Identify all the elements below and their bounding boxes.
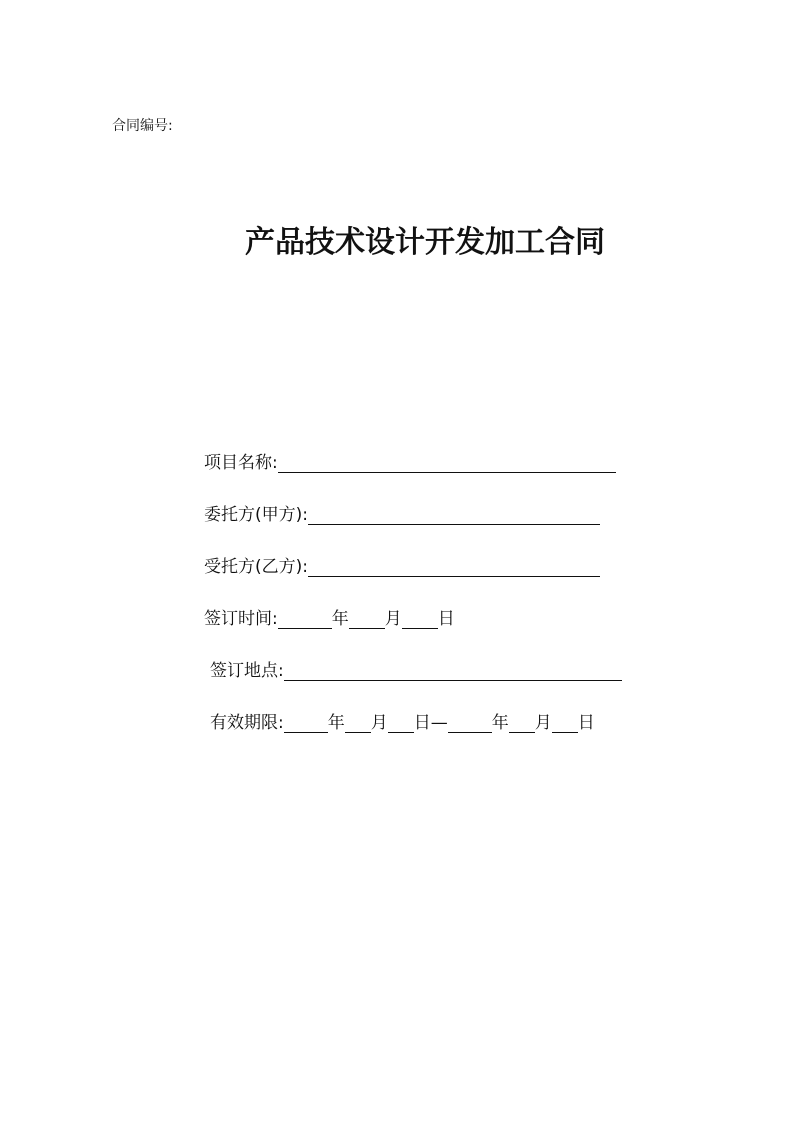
end-month-field[interactable] bbox=[509, 711, 535, 733]
start-month-field[interactable] bbox=[345, 711, 371, 733]
end-month-unit: 月 bbox=[534, 713, 552, 733]
sign-place-label: 签订地点: bbox=[210, 661, 284, 681]
sign-place-row bbox=[210, 659, 622, 683]
start-day-field[interactable] bbox=[388, 711, 414, 733]
sign-month-field[interactable] bbox=[349, 607, 385, 629]
sign-year-unit: 年 bbox=[331, 609, 349, 629]
sign-year-field[interactable] bbox=[278, 607, 332, 629]
party-b-row bbox=[204, 555, 600, 579]
validity-row bbox=[210, 711, 595, 735]
page-title: 产品技术设计开发加工合同 bbox=[245, 225, 605, 260]
sign-day-unit: 日 bbox=[437, 609, 455, 629]
sign-day-field[interactable] bbox=[402, 607, 438, 629]
party-b-label: 受托方(乙方): bbox=[204, 557, 308, 577]
validity-label: 有效期限: bbox=[210, 713, 284, 733]
party-a-field[interactable] bbox=[308, 503, 600, 525]
contract-number-label: 合同编号: bbox=[112, 118, 173, 134]
sign-date-row bbox=[204, 607, 455, 631]
end-year-unit: 年 bbox=[491, 713, 509, 733]
start-year-field[interactable] bbox=[284, 711, 328, 733]
end-day-unit: 日 bbox=[577, 713, 595, 733]
party-a-label: 委托方(甲方): bbox=[204, 505, 308, 525]
project-name-field[interactable] bbox=[278, 451, 616, 473]
project-name-row bbox=[204, 451, 616, 475]
start-month-unit: 月 bbox=[370, 713, 388, 733]
sign-date-label: 签订时间: bbox=[204, 609, 278, 629]
start-year-unit: 年 bbox=[327, 713, 345, 733]
end-day-field[interactable] bbox=[552, 711, 578, 733]
project-name-label: 项目名称: bbox=[204, 453, 278, 473]
start-day-unit: 日— bbox=[413, 713, 448, 733]
party-a-row bbox=[204, 503, 600, 527]
sign-month-unit: 月 bbox=[384, 609, 402, 629]
party-b-field[interactable] bbox=[308, 555, 600, 577]
end-year-field[interactable] bbox=[448, 711, 492, 733]
sign-place-field[interactable] bbox=[284, 659, 622, 681]
